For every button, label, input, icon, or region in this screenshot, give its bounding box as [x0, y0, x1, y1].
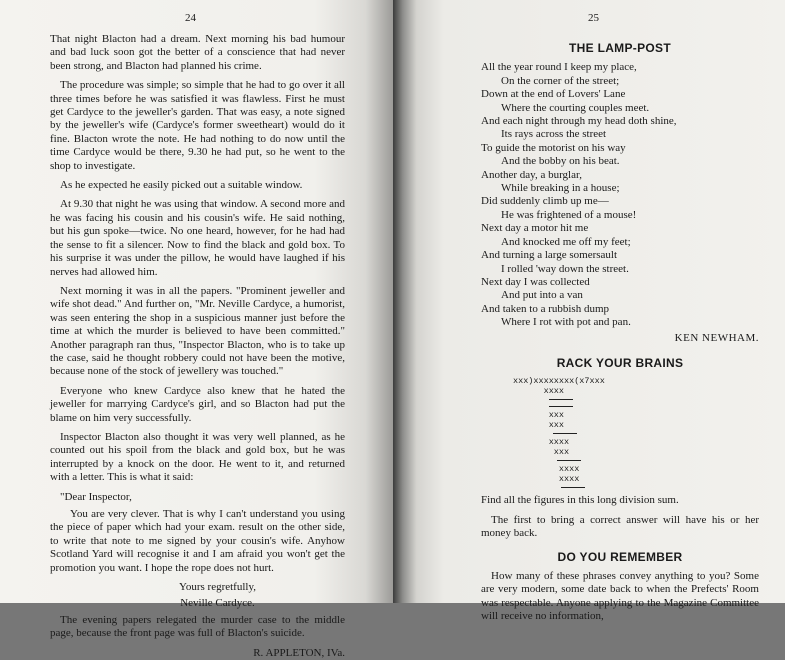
story-author: R. APPLETON, IVa.: [253, 646, 345, 659]
poem-line: And knocked me off my feet;: [501, 235, 631, 248]
left-page: [0, 0, 393, 659]
story-paragraph-3: As he expected he easily picked out a suitable window.: [60, 179, 303, 192]
puzzle-title: RACK YOUR BRAINS: [556, 355, 684, 370]
poem-line: Its rays across the street: [501, 128, 607, 141]
sum-line: xxxx: [513, 386, 565, 397]
poem-author: KEN NEWHAM.: [674, 331, 759, 344]
story-paragraph-5: Next morning it was in all the papers. "Prominent jeweller and wife shot dead." And further on, "Mr. Neville Cardyce, a humorist, was seen entering the shop in a suspicious manner just before the time at which the murder is believed to have been committed." Another paragraph ran thus, "Inspector Blacton, who is to take up the case, said he thought robbery could not have been the motive, because none of the stock of jewellery was touched.": [50, 284, 345, 378]
puzzle-text-2: The first to bring a correct answer will have his or her money back.: [481, 513, 759, 540]
poem-line: Another day, a burglar,: [481, 168, 582, 181]
poem-line: All the year round I keep my place,: [481, 61, 637, 74]
letter-signature: Neville Cardyce.: [180, 597, 255, 610]
poem-line: To guide the motorist on his way: [481, 141, 626, 154]
sum-line: xxx)xxxxxxxx(x7xxx: [513, 376, 605, 387]
remember-text: How many of these phrases convey anything to you? Some are very modern, some date back to when the Prefects' Room was respectable. Anyone applying to the Magazine Committee will receive no information,: [481, 569, 759, 623]
poem-line: Where the courting couples meet.: [501, 101, 650, 114]
sum-line: xxx: [513, 447, 570, 458]
letter-closing: Yours regretfully,: [179, 581, 256, 594]
sum-rule: [549, 406, 573, 407]
poem-line: Where I rot with pot and pan.: [501, 316, 631, 329]
poem-line: Did suddenly climb up me—: [481, 195, 609, 208]
poem-line: Down at the end of Lovers' Lane: [481, 88, 626, 101]
poem-line: On the corner of the street;: [501, 74, 620, 87]
poem-line: He was frightened of a mouse!: [501, 208, 637, 221]
story-paragraph-4: At 9.30 that night he was using that window. A second more and he was facing his cousin and his cousin's wife. He said nothing, but his gun spoke—twice. No one heard, however, for he had had the sense to fit a silencer. Now to find the black and gold box. To his surprise it was under the pillow, he would have laughed if his nerves had allowed him.: [50, 198, 345, 278]
sum-line: xxx: [513, 410, 565, 421]
poem-line: And each night through my head doth shine,: [481, 115, 677, 128]
poem: [481, 61, 759, 329]
story-text: [50, 33, 345, 660]
poem-line: Next day I was collected: [481, 275, 590, 288]
story-paragraph-7: Inspector Blacton also thought it was very well planned, as he counted out his spoil from the black and gold box, but he was interrupted by a knock on the door. He went to it, and returned with a letter. This is what it said:: [50, 430, 345, 484]
puzzle-text-1: Find all the figures in this long division sum.: [481, 494, 679, 507]
sum-rule: [553, 433, 577, 434]
poem-line: I rolled 'way down the street.: [501, 262, 629, 275]
story-paragraph-1: That night Blacton had a dream. Next morning his bad humour and bad luck soon got the better of a conscience that had never been strong, and Blacton had planned his crime.: [50, 33, 345, 72]
story-final-paragraph: The evening papers relegated the murder case to the middle page, because the front page was full of Blacton's suicide.: [50, 613, 345, 640]
letter-salutation: "Dear Inspector,: [60, 490, 132, 503]
poem-line: And turning a large somersault: [481, 249, 618, 262]
poem-line: While breaking in a house;: [501, 182, 620, 195]
right-page: [393, 0, 785, 623]
sum-rule: [557, 460, 581, 461]
sum-line: xxxx: [513, 474, 580, 485]
poem-line: Next day a motor hit me: [481, 222, 589, 235]
sum-line: xxxx: [513, 464, 580, 475]
story-paragraph-6: Everyone who knew Cardyce also knew that he hated the jeweller for marrying Cardyce's girl, and so Blacton had put the blame on him very successfully.: [50, 384, 345, 424]
division-sum: [481, 376, 759, 488]
sum-line: xxx: [513, 420, 565, 431]
poem-line: And taken to a rubbish dump: [481, 302, 610, 315]
story-paragraph-2: The procedure was simple; so simple that he had to go over it all three times before he was satisfied it was flawless. First he must get Cardyce to the jeweller's garden. That was easy, a note signed by the jeweller's wife (Cardyce's former sweetheart) would do it fine. Blacton wrote the note. He had nothing to do now until the time Cardyce would be there, 9.30 he had put, so he went to the shop to investigate.: [50, 79, 345, 172]
poem-line: And put into a van: [501, 289, 583, 302]
poem-line: And the bobby on his beat.: [501, 155, 620, 168]
page-number-left: 24: [185, 12, 196, 24]
page-number-right: 25: [588, 12, 599, 24]
poem-title: THE LAMP-POST: [569, 41, 671, 55]
sum-rule: [549, 399, 573, 400]
sum-rule: [561, 487, 585, 488]
remember-title: DO YOU REMEMBER: [557, 549, 683, 564]
right-page-content: [481, 42, 759, 630]
sum-line: xxxx: [513, 437, 570, 448]
letter-body: You are very clever. That is why I can't understand you using the piece of paper which had your exam. result on the other side, to write that note to me signed by your cousin's wife. Anyhow Scotland Yard will recognise it and I am afraid you won't get the promotion you want. I hope the rope does not hurt.: [50, 508, 345, 574]
